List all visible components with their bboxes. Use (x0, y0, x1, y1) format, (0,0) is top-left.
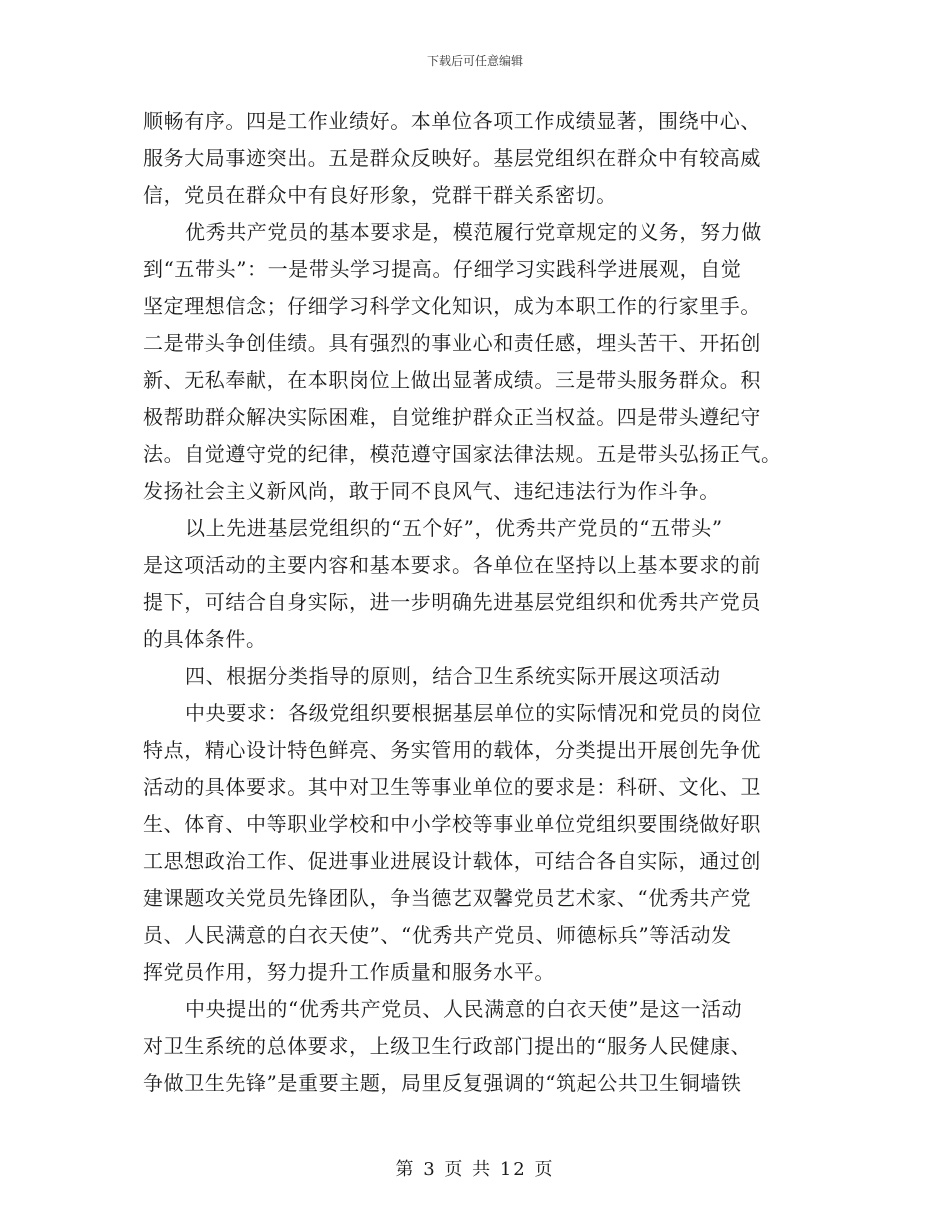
text-line: 新、无私奉献，在本职岗位上做出显著成绩。三是带头服务群众。积 (143, 368, 761, 392)
text-line: 生、体育、中等职业学校和中小学校等事业单位党组织要围绕做好职 (143, 812, 761, 836)
text-line: 到“五带头”：一是带头学习提高。仔细学习实践科学进展观，自觉 (143, 257, 742, 281)
text-line: 挥党员作用，努力提升工作质量和服务水平。 (143, 960, 555, 984)
text-line: 以上先进基层党组织的“五个好”，优秀共产党员的“五带头” (185, 516, 723, 540)
text-line: 发扬社会主义新风尚，敢于同不良风气、违纪违法行为作斗争。 (143, 479, 720, 503)
text-line: 争做卫生先锋”是重要主题，局里反复强调的“筑起公共卫生铜墙铁 (143, 1071, 742, 1095)
text-line: 坚定理想信念；仔细学习科学文化知识，成为本职工作的行家里手。 (143, 294, 761, 318)
text-line: 提下，可结合自身实际，进一步明确先进基层党组织和优秀共产党员 (143, 590, 761, 614)
text-line: 法。自觉遵守党的纪律，模范遵守国家法律法规。五是带头弘扬正气。 (143, 442, 782, 466)
text-line: 特点，精心设计特色鲜亮、务实管用的载体，分类提出开展创先争优 (143, 738, 761, 762)
text-line: 是这项活动的主要内容和基本要求。各单位在坚持以上基本要求的前 (143, 553, 761, 577)
text-line: 工思想政治工作、促进事业进展设计载体，可结合各自实际，通过创 (143, 849, 761, 873)
text-line: 四、根据分类指导的原则，结合卫生系统实际开展这项活动 (185, 664, 721, 688)
page-header-note: 下载后可任意编辑 (426, 54, 523, 68)
text-line: 极帮助群众解决实际困难，自觉维护群众正当权益。四是带头遵纪守 (143, 405, 761, 429)
text-line: 的具体条件。 (143, 627, 267, 651)
text-line: 二是带头争创佳绩。具有强烈的事业心和责任感，埋头苦干、开拓创 (143, 331, 761, 355)
text-line: 员、人民满意的白衣天使”、“优秀共产党员、师德标兵”等活动发 (143, 923, 732, 947)
page-number: 第 3 页 共 12 页 (395, 1159, 555, 1180)
text-line: 顺畅有序。四是工作业绩好。本单位各项工作成绩显著，围绕中心、 (143, 109, 761, 133)
text-line: 中央提出的“优秀共产党员、人民满意的白衣天使”是这一活动 (185, 997, 743, 1021)
text-line: 建课题攻关党员先锋团队，争当德艺双馨党员艺术家、“优秀共产党 (143, 886, 752, 910)
text-line: 服务大局事迹突出。五是群众反映好。基层党组织在群众中有较高威 (143, 146, 761, 170)
text-line: 信，党员在群众中有良好形象，党群干群关系密切。 (143, 183, 617, 207)
document-body (143, 103, 815, 1102)
text-line: 活动的具体要求。其中对卫生等事业单位的要求是：科研、文化、卫 (143, 775, 761, 799)
text-line: 对卫生系统的总体要求，上级卫生行政部门提出的“服务人民健康、 (143, 1034, 752, 1058)
text-line: 优秀共产党员的基本要求是，模范履行党章规定的义务，努力做 (185, 220, 762, 244)
text-line: 中央要求：各级党组织要根据基层单位的实际情况和党员的岗位 (185, 701, 762, 725)
